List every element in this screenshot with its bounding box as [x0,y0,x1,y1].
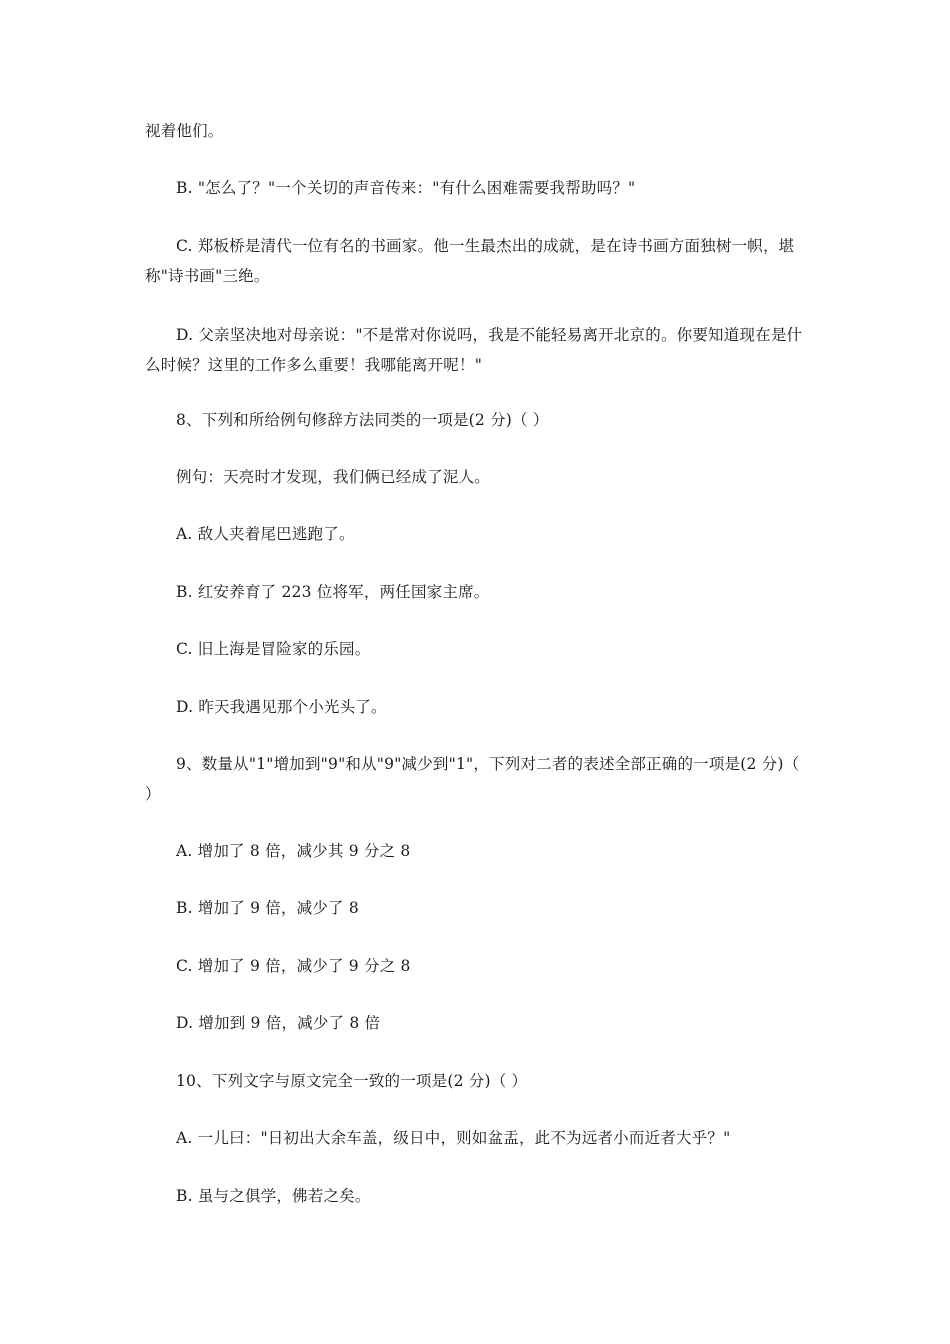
q8-option-b: B. 红安养育了 223 位将军，两任国家主席。 [176,583,490,601]
q7-option-c: C. 郑板桥是清代一位有名的书画家。他一生最杰出的成就，是在诗书画方面独树一帜，堪称"诗书画"三绝。 [145,237,795,285]
q8-option-c: C. 旧上海是冒险家的乐园。 [176,640,371,658]
q8-option-d: D. 昨天我遇见那个小光头了。 [176,698,387,716]
q8-example: 例句：天亮时才发现，我们俩已经成了泥人。 [176,468,491,486]
q9-option-c: C. 增加了 9 倍，减少了 9 分之 8 [176,957,411,975]
question-9: 9、数量从"1"增加到"9"和从"9"减少到"1"，下列对二者的表述全部正确的一项是(2 分)（ ） [145,755,800,803]
q9-option-d: D. 增加到 9 倍，减少了 8 倍 [176,1014,381,1032]
question-8: 8、下列和所给例句修辞方法同类的一项是(2 分)（ ） [176,411,549,429]
q8-option-a: A. 敌人夹着尾巴逃跑了。 [176,525,355,543]
q7-option-d: D. 父亲坚决地对母亲说："不是常对你说吗，我是不能轻易离开北京的。你要知道现在是什么时候？这里的工作多么重要！我哪能离开呢！" [145,326,803,374]
q10-option-b: B. 虽与之俱学，佛若之矣。 [176,1187,371,1205]
q9-option-a: A. 增加了 8 倍，减少其 9 分之 8 [176,842,411,860]
q9-option-b: B. 增加了 9 倍，减少了 8 [176,899,359,917]
continued-text: 视着他们。 [145,122,224,140]
q7-option-b: B. "怎么了？"一个关切的声音传来："有什么困难需要我帮助吗？" [176,179,636,197]
question-10: 10、下列文字与原文完全一致的一项是(2 分)（ ） [176,1072,528,1090]
q10-option-a: A. 一儿曰："日初出大余车盖，级日中，则如盆盂，此不为远者小而近者大乎？" [176,1129,731,1147]
